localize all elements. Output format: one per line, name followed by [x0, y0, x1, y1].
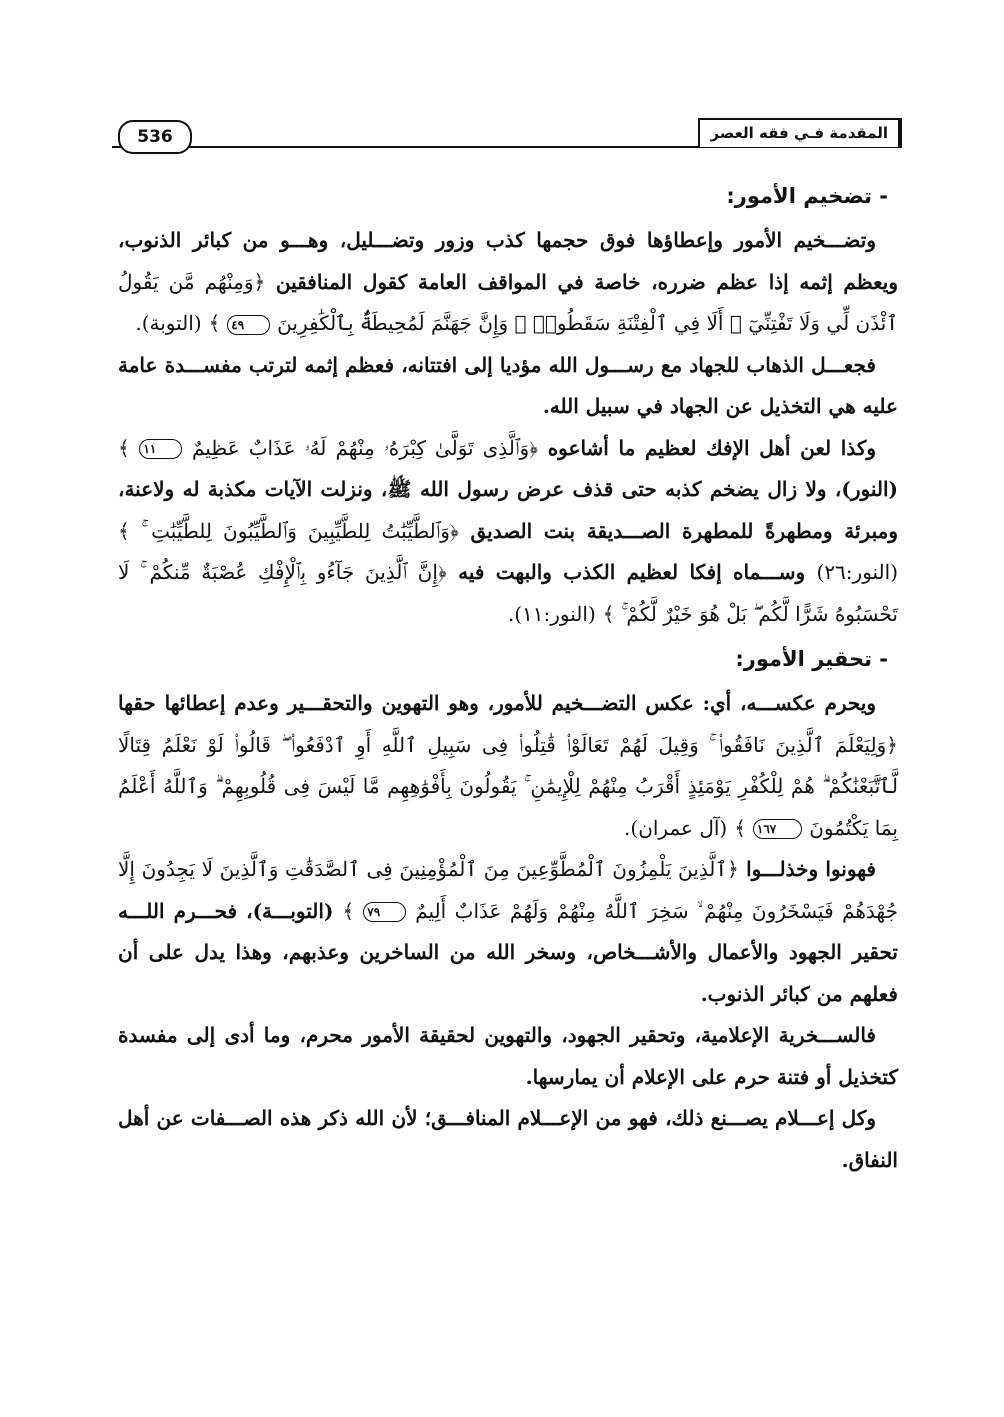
quran-verse: إِنَّ ٱلَّذِينَ جَآءُو بِٱلْإِفْكِ عُصْبَةٌ مِّنكُمْ ۚ لَا تَحْسَبُوهُ شَرًّا لَّكُم ۖ بَلْ هُوَ خَيْرٌ لَّكُمْ ۚ [118, 560, 898, 626]
paragraph [118, 345, 898, 428]
paragraph-text: فالســـخرية الإعلامية، وتحقير الجهود، والتهوين لحقيقة الأمور محرم، وما أدى إلى مفسدة كتخذيل أو فتنة حرم على الإعلام أن يمارسها. [118, 1023, 898, 1089]
page-body [118, 172, 898, 1181]
quran-verse: ٱلَّذِينَ يَلْمِزُونَ ٱلْمُطَّوِّعِينَ مِنَ ٱلْمُؤْمِنِينَ فِى ٱلصَّدَقَٰتِ وَٱلَّذِينَ لَا يَجِدُونَ إِلَّا جُهْدَهُمْ فَيَسْخَرُونَ مِنْهُمْ ۙ سَخِرَ ٱللَّهُ مِنْهُمْ وَلَهُمْ عَذَابٌ أَلِيمٌ [118, 857, 899, 923]
ornate-close-bracket: ﴾ [118, 518, 130, 543]
paragraph [118, 220, 898, 345]
paragraph-text: وكل إعـــلام يصـــنع ذلك، فهو من الإعـــلام المنافـــق؛ لأن الله ذكر هذه الصـــفات عن أهل النفاق. [118, 1106, 898, 1172]
verse-number: ١١ [139, 439, 182, 459]
paragraph-text: (التوبـــة)، فحـــرم اللـــه تحقير الجهود والأعمال والأشـــخاص، وسخر الله من الساخرين وعذبهم، وهذا يدل على أن فعلهم من كبائر الذنوب. [118, 898, 898, 1006]
section-heading: - تحقير الأمور: [735, 647, 888, 671]
paragraph [118, 849, 898, 1015]
page-number: 536 [118, 120, 192, 154]
running-header [112, 118, 902, 148]
verse-number: ١٦٧ [753, 819, 802, 839]
paragraph [118, 1098, 898, 1181]
quran-verse: وَٱلطَّيِّبَٰتُ لِلطَّيِّبِينَ وَٱلطَّيِّبُونَ لِلطَّيِّبَٰتِ ۚ [141, 518, 450, 543]
quran-verse: وَلِيَعْلَمَ ٱلَّذِينَ نَافَقُوا۟ ۚ وَقِيلَ لَهُمْ تَعَالَوْا۟ قَٰتِلُوا۟ فِى سَبِيلِ ٱللَّهِ أَوِ ٱدْفَعُوا۟ ۖ قَالُوا۟ لَوْ نَعْلَمُ قِتَالًا لَّٱتَّبَعْنَٰكُمْ ۗ هُمْ لِلْكُفْرِ يَوْمَئِذٍ أَقْرَبُ مِنْهُمْ لِلْإِيمَٰنِ ۚ يَقُولُونَ بِأَفْوَٰهِهِم مَّا لَيْسَ فِى قُلُوبِهِمْ ۗ وَٱللَّهُ أَعْلَمُ بِمَا يَكْتُمُونَ [118, 732, 898, 840]
ornate-close-bracket: ﴾ [208, 311, 221, 335]
paragraph-text: وســـماه إفكا لعظيم الكذب والبهت فيه [458, 560, 806, 584]
ornate-open-bracket: ﴿ [449, 518, 459, 543]
verse-number: ٤٩ [227, 315, 270, 335]
ornate-open-bracket: ﴿ [886, 732, 898, 757]
quran-verse: وَٱلَّذِى تَوَلَّىٰ كِبْرَهُۥ مِنْهُمْ لَهُۥ عَذَابٌ عَظِيمٌ [191, 435, 530, 460]
verse-reference: (آل عمران). [624, 815, 728, 840]
paragraph-text: وكذا لعن أهل الإفك لعظيم ما أشاعوه [547, 435, 876, 460]
verse-reference: (النور:١١). [507, 601, 596, 626]
paragraph [118, 428, 898, 636]
paragraph-text: ويحرم عكســـه، أي: عكس التضـــخيم للأمور، وهو التهوين والتحقـــير وعدم إعطائها حقها [118, 691, 876, 715]
section-heading: - تضخيم الأمور: [726, 184, 888, 208]
paragraph [118, 1015, 898, 1098]
paragraph [118, 683, 898, 849]
ornate-open-bracket: ﴿ [727, 857, 739, 881]
paragraph-text: (النور)، ولا زال يضخم كذبه حتى قذف عرض رسول الله [419, 477, 898, 501]
quran-verse: وَمِنْهُم مَّن يَقُولُ ٱئْذَن لِّي وَلَا تَفْتِنِّيٓ ۚ أَلَا فِي ٱلْفِتْنَةِ سَقَطُوا۟ ۗ وَإِنَّ جَهَنَّمَ لَمُحِيطَةٌۢ بِٱلْكَٰفِرِينَ [118, 269, 898, 335]
ornate-close-bracket: ﴾ [342, 898, 355, 923]
ornate-close-bracket: ﴾ [118, 435, 130, 460]
salawat-glyph: ﷺ [387, 477, 412, 501]
ornate-open-bracket: ﴿ [437, 560, 447, 584]
paragraph-text: فجعـــل الذهاب للجهاد مع رســـول الله مؤديا إلى افتتانه، فعظم إثمه لترتب مفســـدة عامة عليه هي التخذيل عن الجهاد في سبيل الله. [118, 352, 898, 418]
verse-number: ٧٩ [363, 902, 406, 922]
ornate-open-bracket: ﴿ [253, 269, 266, 294]
ornate-close-bracket: ﴾ [734, 815, 746, 840]
paragraph-text: ، ونزلت الآيات مكذبة له ولاعنة، ومبرئة ومطهرةً للمطهرة الصـــديقة بنت الصديق [118, 477, 898, 543]
verse-reference: (النور:٢٦) [816, 560, 899, 584]
paragraph-text: فهونوا وخذلـــوا [746, 857, 876, 881]
book-title: المقدمة فـي فقه العصر [698, 118, 902, 147]
verse-reference: (التوبة). [135, 311, 202, 335]
ornate-close-bracket: ﴾ [602, 601, 615, 626]
ornate-open-bracket: ﴿ [529, 435, 539, 460]
paragraph-text: وتضـــخيم الأمور وإعطاؤها فوق حجمها كذب وزور وتضـــليل، وهـــو من كبائر الذنوب، ويعظم إثمه إذا عظم ضرره، خاصة في المواقف العامة كقول المنافقين [118, 228, 899, 294]
